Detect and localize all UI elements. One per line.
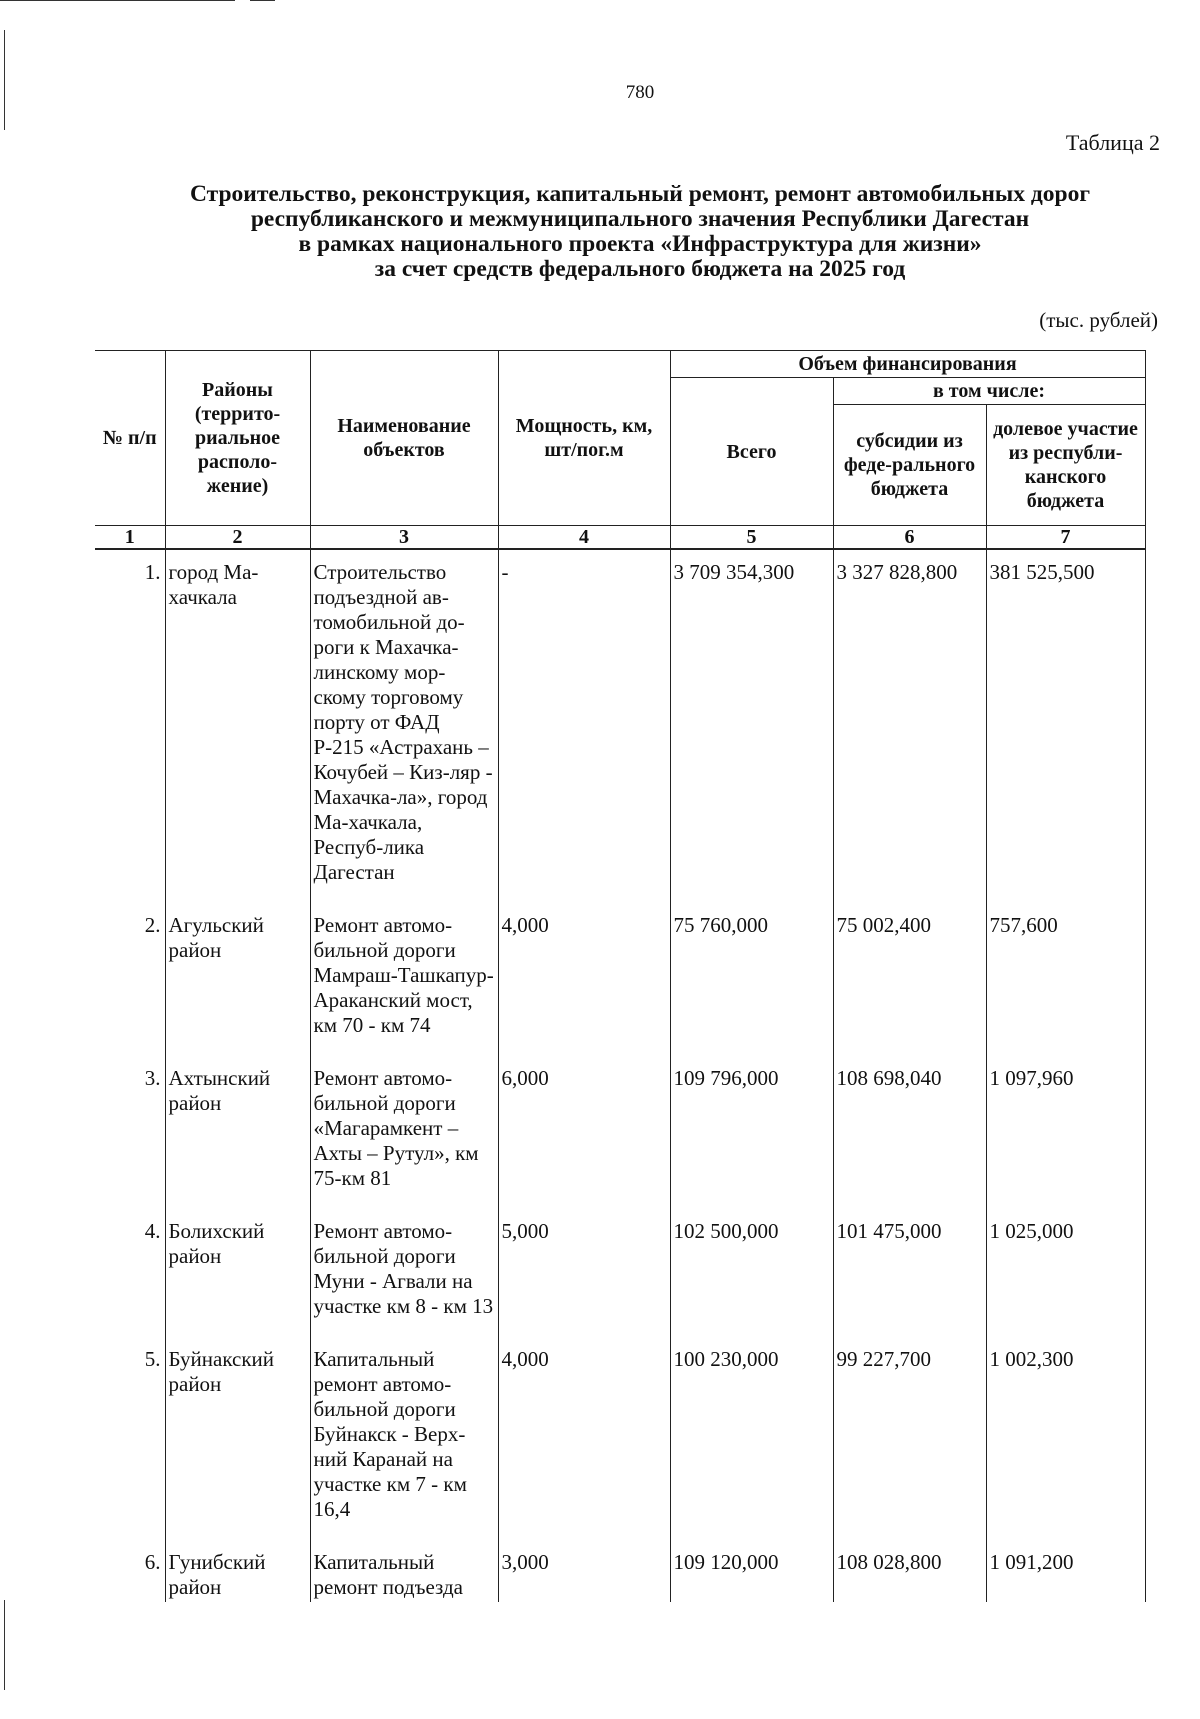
scan-edge-line [250,0,275,1]
header-capacity: Мощность, км, шт/пог.м [498,351,670,526]
row-district: город Ма-хачкала [165,549,310,903]
header-including: в том числе: [833,378,1145,405]
column-number: 4 [498,526,670,550]
row-republic: 1 025,000 [986,1209,1145,1337]
scan-margin-line [4,1600,5,1690]
row-object: Капитальный ремонт подъезда [310,1540,498,1602]
table-row [95,1209,1145,1337]
funding-table [95,350,1146,1602]
row-total: 75 760,000 [670,903,833,1056]
header-total: Всего [670,378,833,526]
row-capacity: 4,000 [498,903,670,1056]
title-line: республиканского и межмуниципального значения Республики Дагестан [250,206,1030,232]
row-republic: 1 091,200 [986,1540,1145,1602]
header-funding: Объем финансирования [670,351,1145,378]
row-capacity: 4,000 [498,1337,670,1540]
row-number: 1. [95,549,165,903]
header-district: Районы (террито-риальное располо-жение) [165,351,310,526]
row-capacity: - [498,549,670,903]
table-row [95,1056,1145,1209]
row-total: 109 796,000 [670,1056,833,1209]
row-number: 6. [95,1540,165,1602]
row-number: 2. [95,903,165,1056]
row-capacity: 6,000 [498,1056,670,1209]
title-line: за счет средств федерального бюджета на 2025 год [374,256,906,282]
column-number: 1 [95,526,165,550]
row-object: Капитальный ремонт автомо-бильной дороги Буйнакск - Верх-ний Каранай на участке км 7 - км 16,4 [310,1337,498,1540]
units-label: (тыс. рублей) [1039,308,1158,332]
row-republic: 1 097,960 [986,1056,1145,1209]
row-district: Буйнакский район [165,1337,310,1540]
column-number: 6 [833,526,986,550]
row-republic: 1 002,300 [986,1337,1145,1540]
row-capacity: 3,000 [498,1540,670,1602]
table-label: Таблица 2 [1065,130,1160,155]
row-federal: 108 698,040 [833,1056,986,1209]
table-row [95,1540,1145,1602]
row-republic: 381 525,500 [986,549,1145,903]
row-district: Ахтынский район [165,1056,310,1209]
row-federal: 99 227,700 [833,1337,986,1540]
header-republic: долевое участие из республи-канского бюджета [986,405,1145,526]
scan-margin-line [4,30,5,130]
row-capacity: 5,000 [498,1209,670,1337]
document-title [120,182,1160,282]
row-total: 100 230,000 [670,1337,833,1540]
row-federal: 108 028,800 [833,1540,986,1602]
row-number: 3. [95,1056,165,1209]
row-object: Строительство подъездной ав-томобильной до-роги к Махачка-линскому мор-скому торговому порту от ФАД Р-215 «Астрахань – Кочубей – Киз-ляр - Махачка-ла», город Ма-хачкала, Респуб-лика Дагестан [310,549,498,903]
column-number: 5 [670,526,833,550]
row-number: 5. [95,1337,165,1540]
row-federal: 101 475,000 [833,1209,986,1337]
row-object: Ремонт автомо-бильной дороги Муни - Агвали на участке км 8 - км 13 [310,1209,498,1337]
row-object: Ремонт автомо-бильной дороги Мамраш-Ташкапур-Араканский мост, км 70 - км 74 [310,903,498,1056]
row-total: 109 120,000 [670,1540,833,1602]
column-number: 2 [165,526,310,550]
row-district: Болихский район [165,1209,310,1337]
row-federal: 3 327 828,800 [833,549,986,903]
column-number: 7 [986,526,1145,550]
row-object: Ремонт автомо-бильной дороги «Магарамкент – Ахты – Рутул», км 75-км 81 [310,1056,498,1209]
row-number: 4. [95,1209,165,1337]
column-number: 3 [310,526,498,550]
row-total: 102 500,000 [670,1209,833,1337]
header-object: Наименование объектов [310,351,498,526]
table-row [95,549,1145,903]
row-federal: 75 002,400 [833,903,986,1056]
header-federal: субсидии из феде-рального бюджета [833,405,986,526]
scan-edge-line [0,0,235,1]
title-line: Строительство, реконструкция, капитальный ремонт, ремонт автомобильных дорог [189,181,1091,207]
row-total: 3 709 354,300 [670,549,833,903]
page-number: 780 [625,82,655,103]
table-row [95,1337,1145,1540]
title-line: в рамках национального проекта «Инфраструктура для жизни» [298,231,982,257]
row-district: Агульский район [165,903,310,1056]
row-district: Гунибский район [165,1540,310,1602]
header-num: № п/п [95,351,165,526]
table-row [95,903,1145,1056]
row-republic: 757,600 [986,903,1145,1056]
